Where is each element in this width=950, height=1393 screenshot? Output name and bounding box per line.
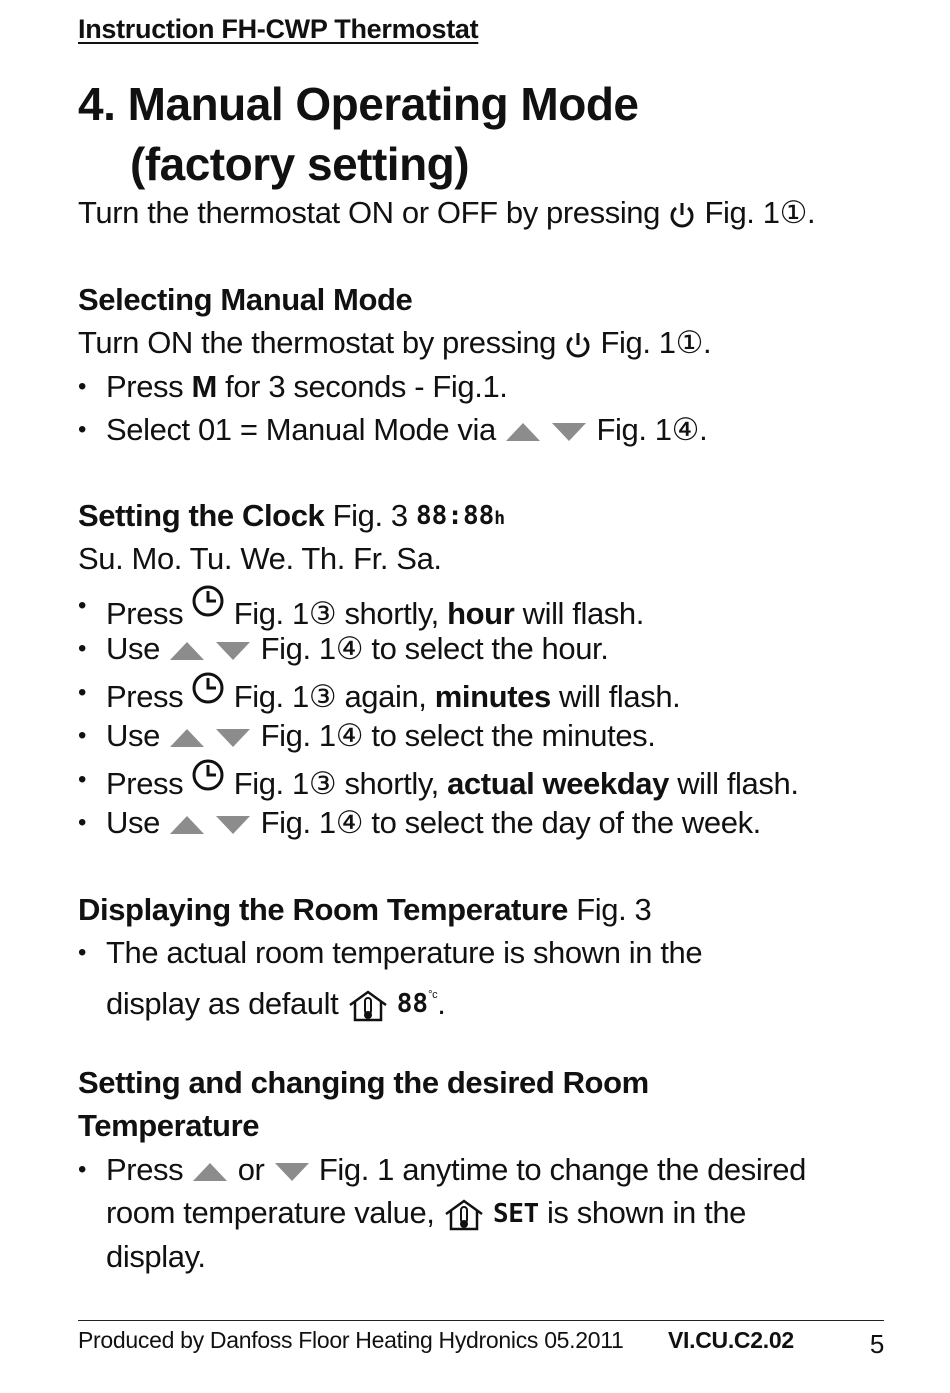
desired-temp-heading-1: Setting and changing the desired Room (78, 1065, 649, 1100)
room-temp-heading: Displaying the Room Temperature (78, 892, 569, 927)
list-item: • Select 01 = Manual Mode via Fig. 1④. (78, 408, 707, 451)
page-title (78, 74, 639, 194)
list-item: • Use Fig. 1④ to select the minutes. (78, 714, 656, 757)
list-item: • Press Fig. 1③ shortly, actual weekday will flash. (78, 758, 799, 805)
footer (78, 1327, 884, 1359)
arrow-up-icon (168, 727, 206, 749)
arrow-up-icon (168, 814, 206, 836)
room-temp-heading-line: Displaying the Room Temperature Fig. 3 (78, 892, 652, 927)
clock-heading-line: Setting the Clock Fig. 3 88:88h (78, 498, 505, 533)
page-number: 5 (869, 1329, 884, 1359)
list-item-continuation: room temperature value, SET is shown in the (106, 1195, 746, 1230)
list-item: • The actual room temperature is shown in the (78, 931, 702, 974)
title-line-2: (factory setting) (130, 138, 470, 190)
arrow-down-icon (550, 421, 588, 443)
set-indicator: SET (492, 1199, 539, 1229)
house-thermometer-icon (443, 1198, 485, 1232)
footer-producer: Produced by Danfoss Floor Heating Hydronics 05.2011 (78, 1327, 624, 1353)
arrow-down-icon (273, 1161, 311, 1183)
title-line-1: 4. Manual Operating Mode (78, 78, 639, 130)
list-item-continuation: display as default $88^{^\circ c}$. (106, 986, 446, 1021)
list-item: • Press M for 3 seconds - Fig.1. (78, 365, 508, 408)
list-item: • Use Fig. 1④ to select the day of the week. (78, 801, 761, 844)
arrow-up-icon (168, 640, 206, 662)
arrow-down-icon (214, 640, 252, 662)
arrow-up-icon (191, 1161, 229, 1183)
list-item: • Press Fig. 1③ again, minutes will flash. (78, 671, 680, 718)
footer-divider (78, 1320, 884, 1321)
clock-heading: Setting the Clock (78, 498, 325, 533)
weekdays-line: Su. Mo. Tu. We. Th. Fr. Sa. (78, 541, 442, 576)
clock-icon (191, 758, 225, 792)
list-item: • Use Fig. 1④ to select the hour. (78, 627, 608, 670)
power-icon (564, 330, 592, 360)
document-header: Instruction FH-CWP Thermostat (78, 14, 479, 44)
arrow-down-icon (214, 727, 252, 749)
clock-display: 88:88 (415, 501, 495, 531)
arrow-up-icon (504, 421, 542, 443)
clock-icon (191, 584, 225, 618)
temperature-display: 88 (396, 989, 429, 1019)
manual-mode-heading: Selecting Manual Mode (78, 282, 413, 317)
arrow-down-icon (214, 814, 252, 836)
house-thermometer-icon (347, 989, 389, 1023)
list-item: • Press or Fig. 1 anytime to change the desired (78, 1148, 806, 1191)
footer-document-code: VI.CU.C2.02 (668, 1327, 794, 1353)
intro-line: Turn the thermostat ON or OFF by pressing Fig. 1①. (78, 195, 816, 230)
power-icon (668, 200, 696, 230)
list-item: • Press Fig. 1③ shortly, hour will flash. (78, 584, 644, 635)
list-item-continuation: display. (106, 1239, 206, 1274)
manual-mode-line: Turn ON the thermostat by pressing Fig. 1①. (78, 325, 712, 360)
clock-icon (191, 671, 225, 705)
desired-temp-heading-2: Temperature (78, 1108, 260, 1143)
